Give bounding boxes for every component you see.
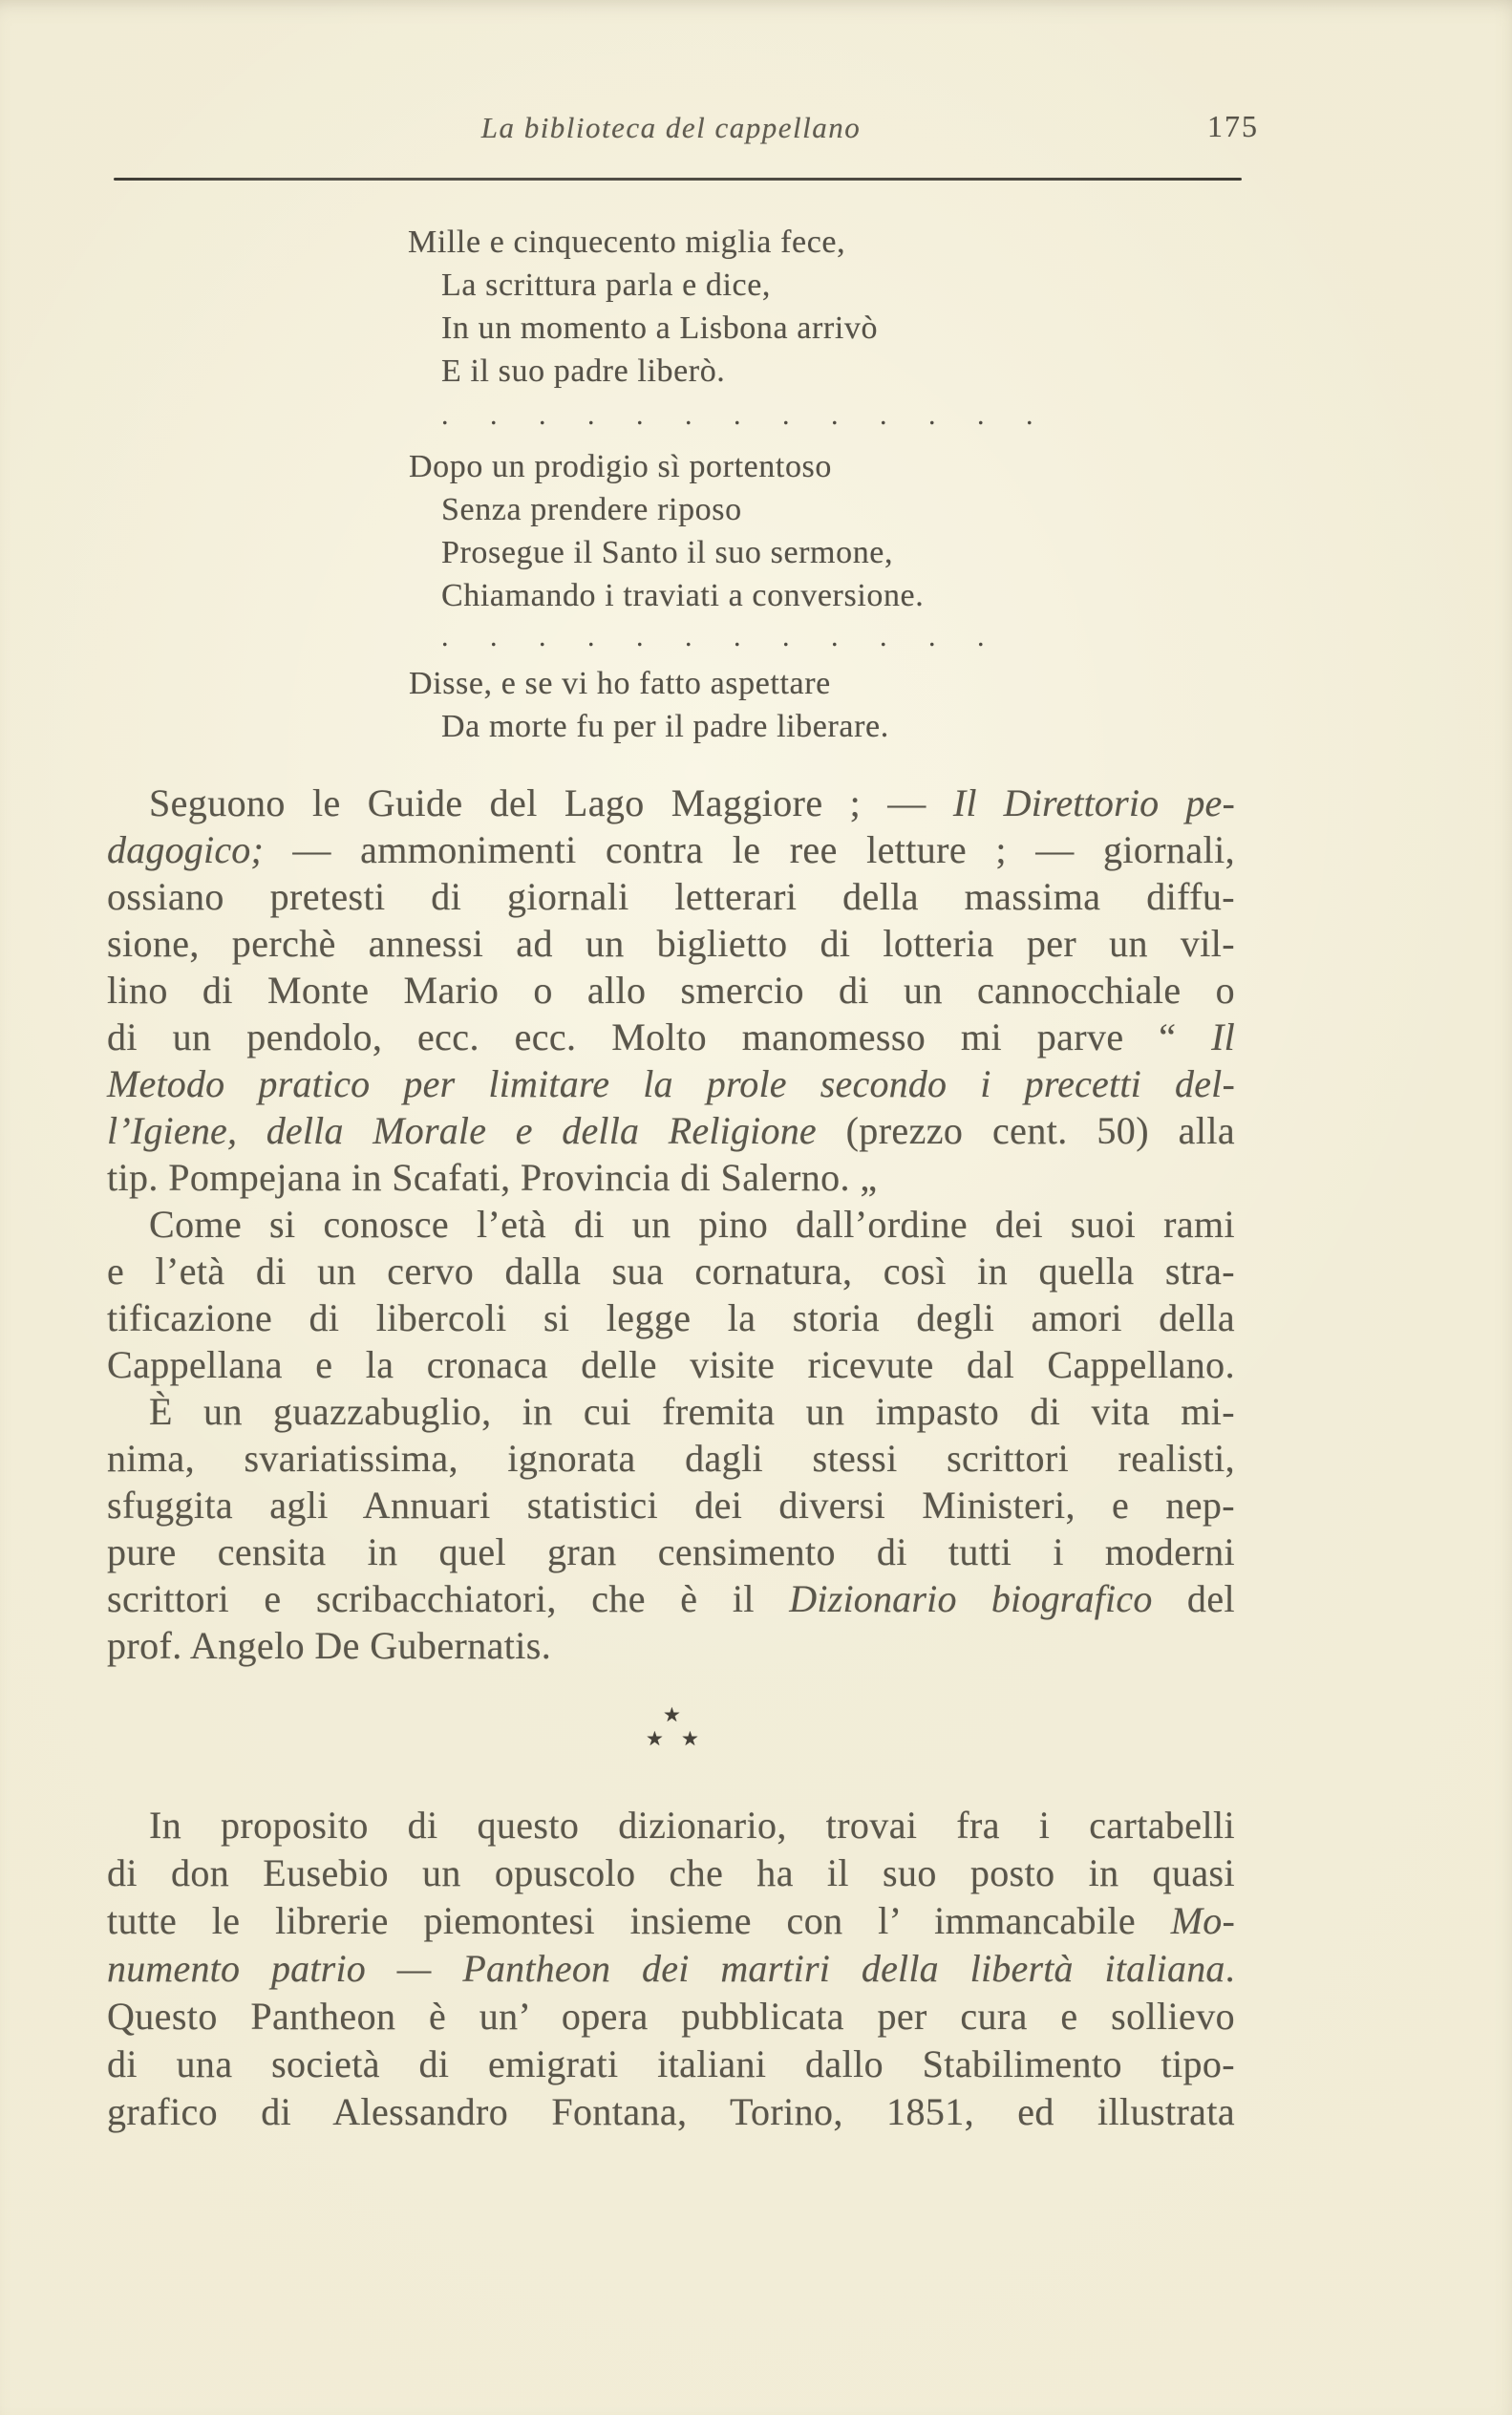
verse-line: In un momento a Lisbona arrivò xyxy=(441,310,879,346)
prose-line: nima, svariatissima, ignorata dagli stessi scrittori realisti, xyxy=(107,1437,1235,1480)
dotted-separator: . . . . . . . . . . . . . xyxy=(441,399,1033,431)
prose-line: prof. Angelo De Gubernatis. xyxy=(107,1624,552,1667)
asterism-star-top: ★ xyxy=(663,1703,681,1726)
text-segment: È un guazzabuglio, in cui fremita un impasto di vita mi- xyxy=(149,1390,1235,1433)
verse-line: Da morte fu per il padre liberare. xyxy=(441,709,889,744)
prose-line xyxy=(107,1804,1235,1848)
prose-line xyxy=(107,781,1235,825)
text-segment-italic: l’Igiene, della Morale e della Religione xyxy=(107,1109,817,1152)
prose-line: lino di Monte Mario o allo smercio di un cannocchiale o xyxy=(107,969,1235,1012)
verse-line: Disse, e se vi ho fatto aspettare xyxy=(409,666,831,701)
prose-line: di una società di emigrati italiani dallo Stabilimento tipo- xyxy=(107,2042,1235,2085)
asterism-star-bottom-right: ★ xyxy=(681,1727,699,1750)
text-segment: In proposito di questo dizionario, trovai fra i cartabelli xyxy=(149,1804,1235,1847)
text-segment: scrittori e scribacchiatori, che è il xyxy=(107,1577,790,1620)
verse-line: Dopo un prodigio sì portentoso xyxy=(409,449,832,484)
text-segment: — ammonimenti contra le ree letture ; — giornali, xyxy=(264,828,1235,871)
running-header-title: La biblioteca del cappellano xyxy=(480,111,862,144)
prose-line: Cappellana e la cronaca delle visite ricevute dal Cappellano. xyxy=(107,1343,1235,1386)
prose-line xyxy=(107,1947,1235,1991)
verse-line: Mille e cinquecento miglia fece, xyxy=(408,224,846,260)
header-rule xyxy=(114,178,1242,181)
text-segment-italic: Il xyxy=(1211,1015,1235,1058)
prose-line xyxy=(107,1062,1235,1106)
prose-line: sione, perchè annessi ad un biglietto di lotteria per un vil- xyxy=(107,922,1235,965)
text-segment: (prezzo cent. 50) alla xyxy=(816,1109,1235,1152)
asterism-star-bottom-left: ★ xyxy=(646,1727,664,1750)
text-segment-italic: Metodo pratico per limitare la prole secondo i precetti del- xyxy=(107,1062,1235,1105)
prose-line: tificazione di libercoli si legge la storia degli amori della xyxy=(107,1296,1235,1339)
text-segment-italic: Mo- xyxy=(1170,1899,1235,1942)
prose-line: grafico di Alessandro Fontana, Torino, 1851, ed illustrata xyxy=(107,2090,1235,2133)
prose-line: ossiano pretesti di giornali letterari della massima diffu- xyxy=(107,875,1235,918)
verse-line: E il suo padre liberò. xyxy=(441,353,726,389)
prose-line xyxy=(107,1015,1235,1059)
prose-line xyxy=(107,1577,1235,1621)
prose-line: Questo Pantheon è un’ opera pubblicata per cura e sollievo xyxy=(107,1995,1235,2038)
prose-line: sfuggita agli Annuari statistici dei diversi Ministeri, e nep- xyxy=(107,1484,1235,1527)
text-segment: Seguono le Guide del Lago Maggiore ; — xyxy=(149,781,953,824)
text-segment-italic: Il Direttorio pe- xyxy=(952,781,1235,824)
prose-line xyxy=(107,1390,1235,1434)
prose-line: e l’età di un cervo dalla sua cornatura, così in quella stra- xyxy=(107,1250,1235,1293)
text-segment: di un pendolo, ecc. ecc. Molto manomesso mi parve “ xyxy=(107,1015,1212,1058)
verse-line: Prosegue il Santo il suo sermone, xyxy=(441,535,894,570)
text-segment: Come si conosce l’età di un pino dall’ordine dei suoi rami xyxy=(149,1203,1235,1246)
text-segment: . xyxy=(1225,1947,1235,1990)
verse-line: La scrittura parla e dice, xyxy=(441,267,772,303)
text-segment-italic: Dizionario biografico xyxy=(789,1577,1153,1620)
verse-line: Senza prendere riposo xyxy=(441,492,742,527)
text-segment: del xyxy=(1152,1577,1235,1620)
page-number: 175 xyxy=(1207,109,1259,143)
verse-line: Chiamando i traviati a conversione. xyxy=(441,578,925,613)
prose-line: di don Eusebio un opuscolo che ha il suo posto in quasi xyxy=(107,1851,1235,1894)
prose-line xyxy=(107,1899,1235,1943)
prose-line: pure censita in quel gran censimento di tutti i moderni xyxy=(107,1530,1235,1573)
prose-line xyxy=(107,828,1235,872)
prose-line xyxy=(107,1109,1235,1153)
prose-line xyxy=(107,1203,1235,1247)
text-segment: tutte le librerie piemontesi insieme con l’ immancabile xyxy=(107,1899,1171,1942)
text-segment-italic: numento patrio — Pantheon dei martiri della libertà italiana xyxy=(107,1947,1225,1990)
text-segment-italic: dagogico; xyxy=(107,828,264,871)
prose-line: tip. Pompejana in Scafati, Provincia di Salerno. „ xyxy=(107,1156,878,1199)
dotted-separator: . . . . . . . . . . . . xyxy=(441,621,985,652)
